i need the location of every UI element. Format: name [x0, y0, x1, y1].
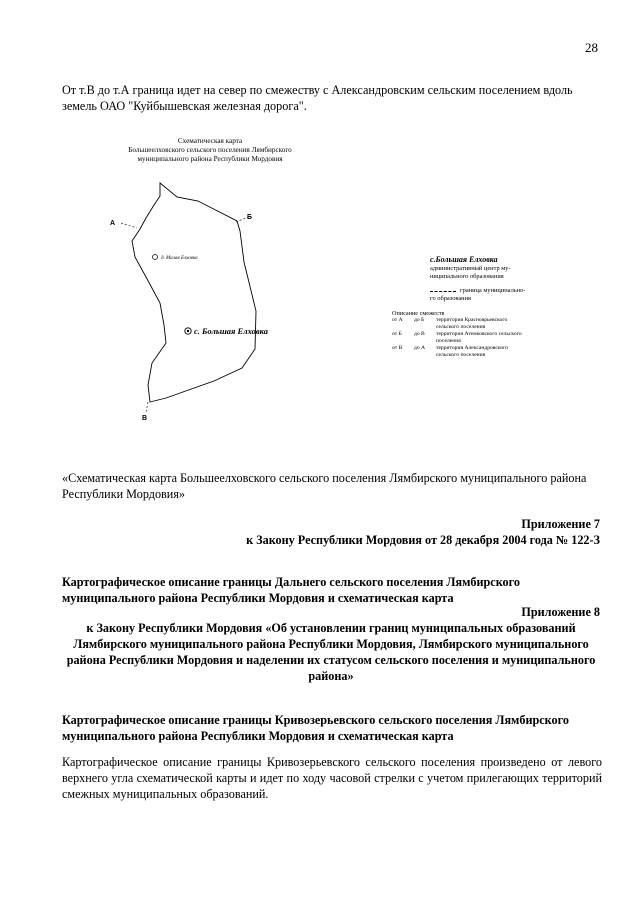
- point-label-b: Б: [247, 214, 253, 221]
- appendix-8-title: Приложение 8: [521, 605, 600, 619]
- point-label-v: В: [142, 415, 148, 422]
- neighbor-row: [392, 331, 552, 338]
- map-title-line: муниципального района Республики Мордовия: [137, 155, 283, 163]
- description-paragraph: Картографическое описание границы Кривозерьевского сельского поселения произведено от левого верхнего угла схематической карты и идет по ходу часовой стрелки с учетом прилегающих территорий смежных муниципальных образований.: [62, 755, 602, 801]
- neighbor-desc: сельского поселения: [436, 324, 486, 330]
- village-marker-main-dot: [187, 330, 189, 332]
- map-legend: [430, 255, 570, 303]
- map-title-line: Большеелховского сельского поселения Лямбирского: [128, 146, 292, 154]
- village-marker-small: [153, 255, 158, 260]
- neighbor-row-cont: [392, 338, 552, 345]
- boundary-line-sample: [430, 291, 456, 292]
- legend-place-desc: административный центр му-: [430, 265, 511, 272]
- legend-line-row: [430, 287, 570, 295]
- neighbor-row: [392, 345, 552, 352]
- heading-krivozeryevsky: Картографическое описание границы Кривозерьевского сельского поселения Лямбирского муниципального района Республики Мордовия и схематическая карта: [62, 713, 569, 743]
- map-title-line: Схематическая карта: [177, 137, 243, 145]
- leader-line-v: [146, 402, 148, 412]
- neighbor-to: до В: [414, 331, 425, 337]
- neighbor-from: от В: [392, 345, 403, 351]
- intro-paragraph: От т.В до т.А граница идет на север по смежеству с Александровским сельским поселением вдоль земель ОАО "Куйбышевская железная дорога".: [62, 83, 573, 113]
- neighbor-desc: территория Атемковского сельского: [436, 331, 522, 337]
- neighbor-row: [392, 317, 552, 324]
- legend-line-desc: граница муниципально-: [460, 287, 526, 294]
- village-label-main: с. Большая Елховка: [194, 326, 269, 336]
- neighbor-from: от Б: [392, 331, 402, 337]
- heading-dalny: Картографическое описание границы Дальнего сельского поселения Лямбирского муниципального района Республики Мордовия и схематическая карта: [62, 575, 520, 605]
- neighbor-desc: поселения: [436, 338, 461, 344]
- neighbor-desc: территория Александровского: [436, 345, 509, 351]
- appendix-7-title: Приложение 7: [521, 517, 600, 531]
- appendix-7-law-ref: к Закону Республики Мордовия от 28 декабря 2004 года № 122-З: [246, 533, 600, 547]
- neighbors-description: [392, 310, 552, 359]
- neighbor-to: до А: [414, 345, 426, 351]
- neighbor-to: до Б: [414, 317, 425, 323]
- point-label-a: А: [110, 220, 116, 227]
- village-label-small: д. Малая Елховка: [161, 256, 198, 261]
- neighbor-desc: территория Красноярьевского: [436, 317, 508, 323]
- neighbor-from: от А: [392, 317, 403, 323]
- boundary-line: [132, 183, 256, 402]
- appendix-7-header: [150, 516, 600, 548]
- legend-place-desc: ниципального образования: [430, 273, 504, 280]
- appendix-8-header: [62, 604, 600, 684]
- neighbor-row-cont: [392, 352, 552, 359]
- leader-line-a: [121, 223, 137, 228]
- neighbors-title: Описание смежеств: [392, 310, 445, 317]
- legend-line-desc: го образования: [430, 295, 471, 302]
- legend-place-name: с.Большая Елховка: [430, 255, 498, 264]
- neighbor-desc: сельского поселения: [436, 352, 486, 358]
- neighbor-row-cont: [392, 324, 552, 331]
- map-caption-quote: «Схематическая карта Большеелховского сельского поселения Лямбирского муниципального района Республики Мордовия»: [62, 471, 587, 501]
- page-number: 28: [585, 40, 598, 55]
- appendix-8-law-ref: к Закону Республики Мордовия «Об установлении границ муниципальных образований Лямбирского муниципального района Республики Мордовия, Лямбирского муниципального района Республики Мордовия и наделении их статусом сельского поселения и муниципального района»: [66, 621, 596, 683]
